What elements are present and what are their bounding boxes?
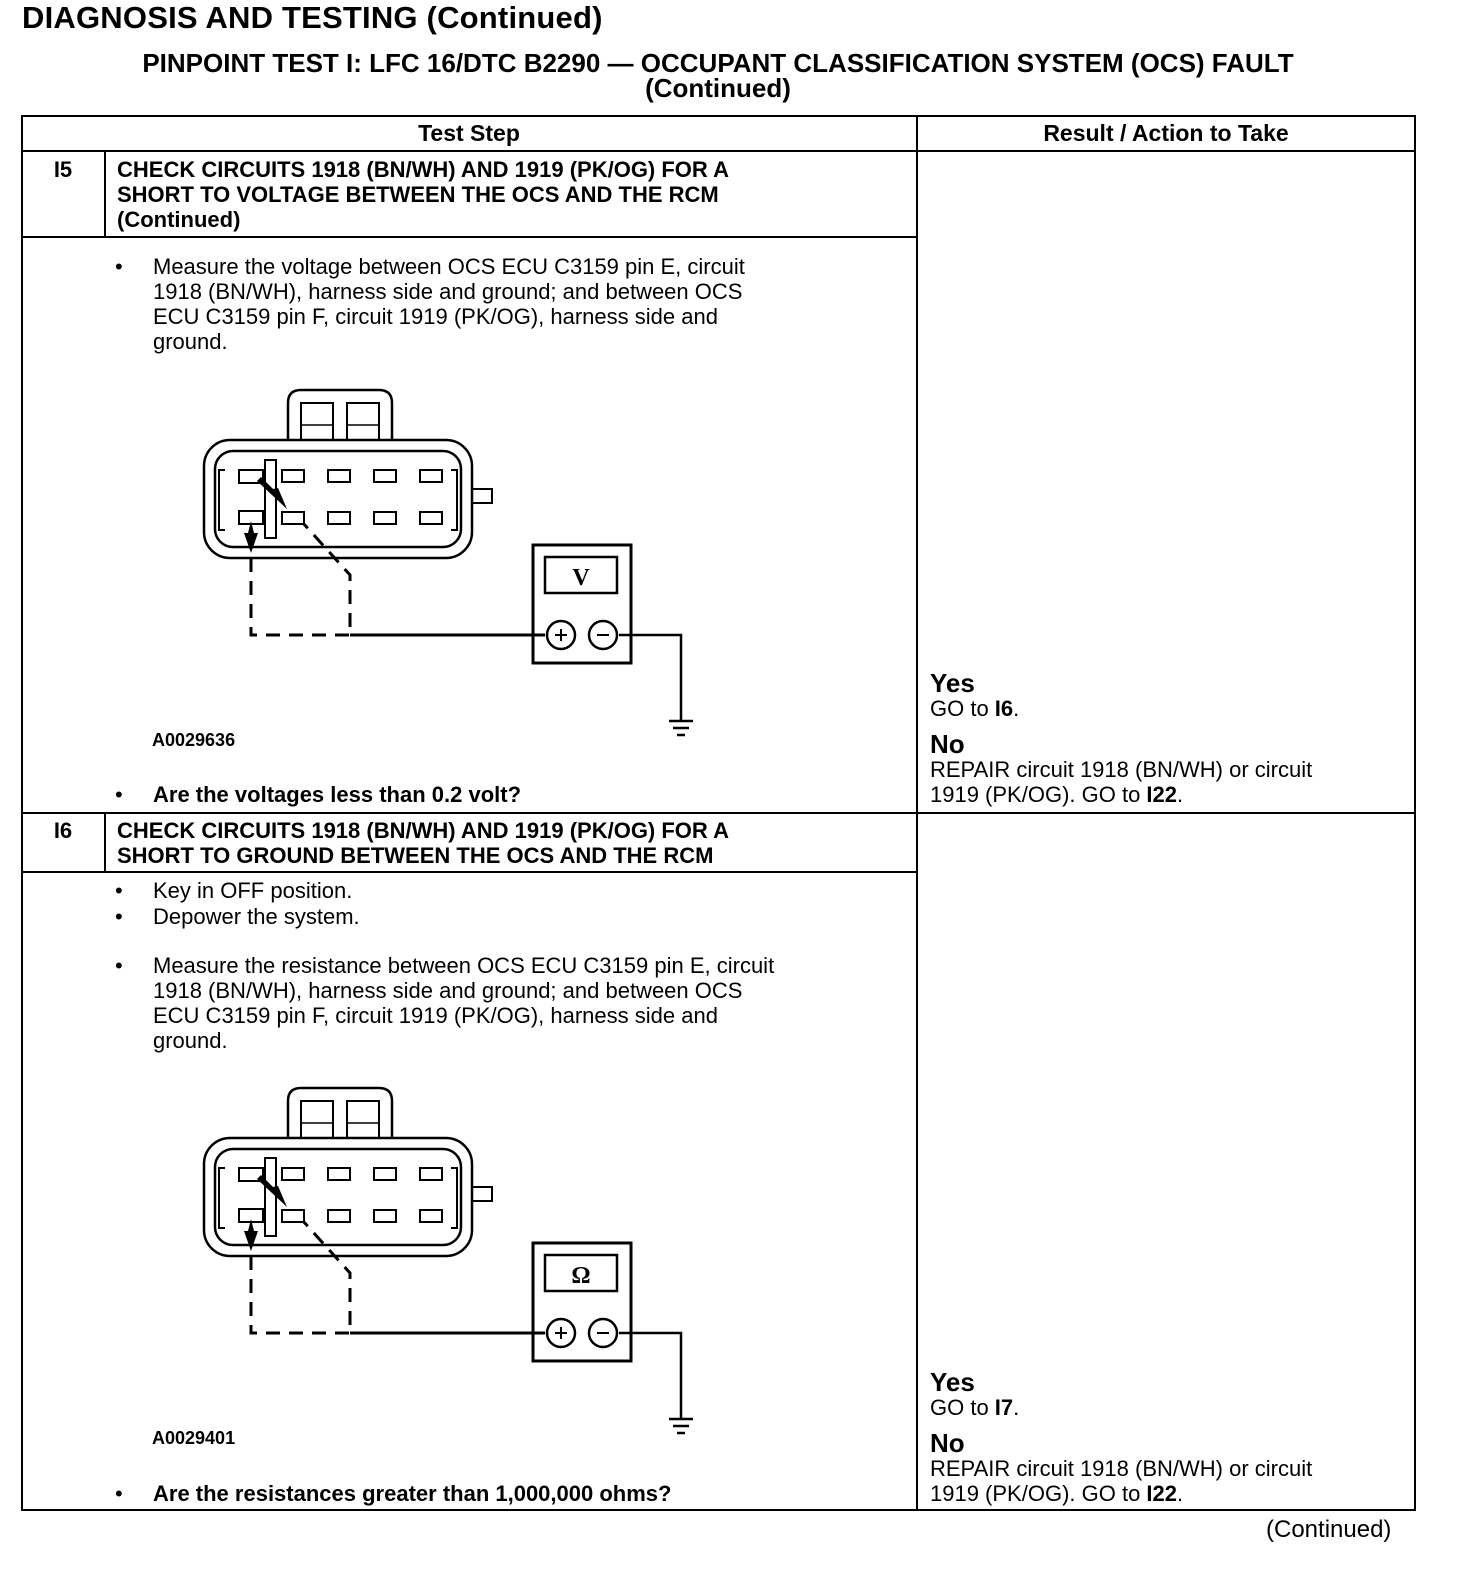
connector-housing: [204, 440, 472, 558]
step-title-line: SHORT TO VOLTAGE BETWEEN THE OCS AND THE RCM: [117, 182, 719, 207]
instruction-line: ECU C3159 pin F, circuit 1919 (PK/OG), harness side and: [153, 304, 718, 329]
step-title-i5: [117, 157, 729, 232]
instruction-line: Measure the voltage between OCS ECU C3159 pin E, circuit: [153, 254, 745, 279]
result-no-action-i6: [930, 1456, 1312, 1506]
result-no-label-i6: No: [930, 1428, 965, 1458]
go-to-link-i6[interactable]: I6: [994, 696, 1014, 721]
bullet-icon: •: [115, 904, 123, 929]
figure-id-i6: A0029401: [152, 1428, 236, 1448]
connector-latch: [288, 1088, 392, 1138]
bullet-icon: •: [115, 782, 123, 807]
instruction-line: ground.: [153, 329, 228, 354]
result-no-action-i5: [930, 757, 1312, 807]
action-text: 1919 (PK/OG). GO to: [930, 1481, 1147, 1506]
bullet-icon: •: [115, 254, 123, 279]
step-id-i6: I6: [53, 818, 73, 843]
page-title: DIAGNOSIS AND TESTING (Continued): [22, 0, 603, 35]
action-text: REPAIR circuit 1918 (BN/WH) or circuit: [930, 757, 1313, 782]
action-text-line: [930, 1481, 1312, 1506]
step-title-i6: [117, 818, 729, 868]
step-title-line: CHECK CIRCUITS 1918 (BN/WH) AND 1919 (PK/OG) FOR A: [117, 818, 729, 843]
go-to-link-i22[interactable]: I22: [1146, 1481, 1178, 1506]
connector-housing: [204, 1138, 472, 1256]
bullet-icon: •: [115, 878, 123, 903]
action-text: REPAIR circuit 1918 (BN/WH) or circuit: [930, 1456, 1313, 1481]
pinpoint-test-subtitle: [20, 48, 1416, 103]
step-title-line: CHECK CIRCUITS 1918 (BN/WH) AND 1919 (PK/OG) FOR A: [117, 157, 729, 182]
go-to-link-i22[interactable]: I22: [1146, 782, 1178, 807]
meter-symbol-ohm: Ω: [571, 1263, 591, 1289]
instruction-line: 1918 (BN/WH), harness side and ground; and between OCS: [153, 978, 743, 1003]
voltmeter-connector-diagram: [195, 385, 705, 745]
step-id-i5: I5: [53, 157, 73, 182]
action-text: GO to: [930, 696, 995, 721]
instruction-depower: Depower the system.: [153, 904, 360, 929]
instruction-line: 1918 (BN/WH), harness side and ground; and between OCS: [153, 279, 743, 304]
bullet-icon: •: [115, 953, 123, 978]
instruction-measure-resistance: [153, 953, 774, 1053]
ohmmeter-connector-diagram: [195, 1083, 705, 1443]
action-text: GO to: [930, 1395, 995, 1420]
instruction-measure-voltage: [153, 254, 745, 354]
instruction-line: ECU C3159 pin F, circuit 1919 (PK/OG), harness side and: [153, 1003, 718, 1028]
subtitle-line-2: (Continued): [645, 73, 791, 103]
step-title-line: SHORT TO GROUND BETWEEN THE OCS AND THE RCM: [117, 843, 714, 868]
instruction-line: ground.: [153, 1028, 228, 1053]
step-title-line: (Continued): [117, 207, 241, 232]
continued-footer: (Continued): [1266, 1516, 1392, 1543]
result-yes-label-i6: Yes: [930, 1367, 975, 1397]
connector-latch: [288, 390, 392, 440]
action-text: .: [1177, 1481, 1184, 1506]
action-text: .: [1013, 1395, 1020, 1420]
subtitle-line-1: PINPOINT TEST I: LFC 16/DTC B2290 — OCCUPANT CLASSIFICATION SYSTEM (OCS) FAULT: [142, 48, 1294, 78]
question-i6: Are the resistances greater than 1,000,000 ohms?: [153, 1481, 672, 1506]
bullet-icon: •: [115, 1481, 123, 1506]
result-no-label-i5: No: [930, 729, 965, 759]
result-yes-label-i5: Yes: [930, 668, 975, 698]
action-text-line: [930, 782, 1312, 807]
result-yes-action-i6: [930, 1395, 1019, 1420]
header-result-action: Result / Action to Take: [1043, 120, 1289, 146]
instruction-line: Measure the resistance between OCS ECU C3159 pin E, circuit: [153, 953, 775, 978]
header-test-step: Test Step: [418, 120, 520, 146]
instruction-key-off: Key in OFF position.: [153, 878, 353, 903]
go-to-link-i7[interactable]: I7: [994, 1395, 1014, 1420]
action-text: .: [1013, 696, 1020, 721]
action-text: .: [1177, 782, 1184, 807]
result-yes-action-i5: [930, 696, 1019, 721]
figure-id-i5: A0029636: [152, 730, 236, 750]
meter-symbol-v: V: [572, 565, 590, 591]
action-text: 1919 (PK/OG). GO to: [930, 782, 1147, 807]
question-i5: Are the voltages less than 0.2 volt?: [153, 782, 522, 807]
